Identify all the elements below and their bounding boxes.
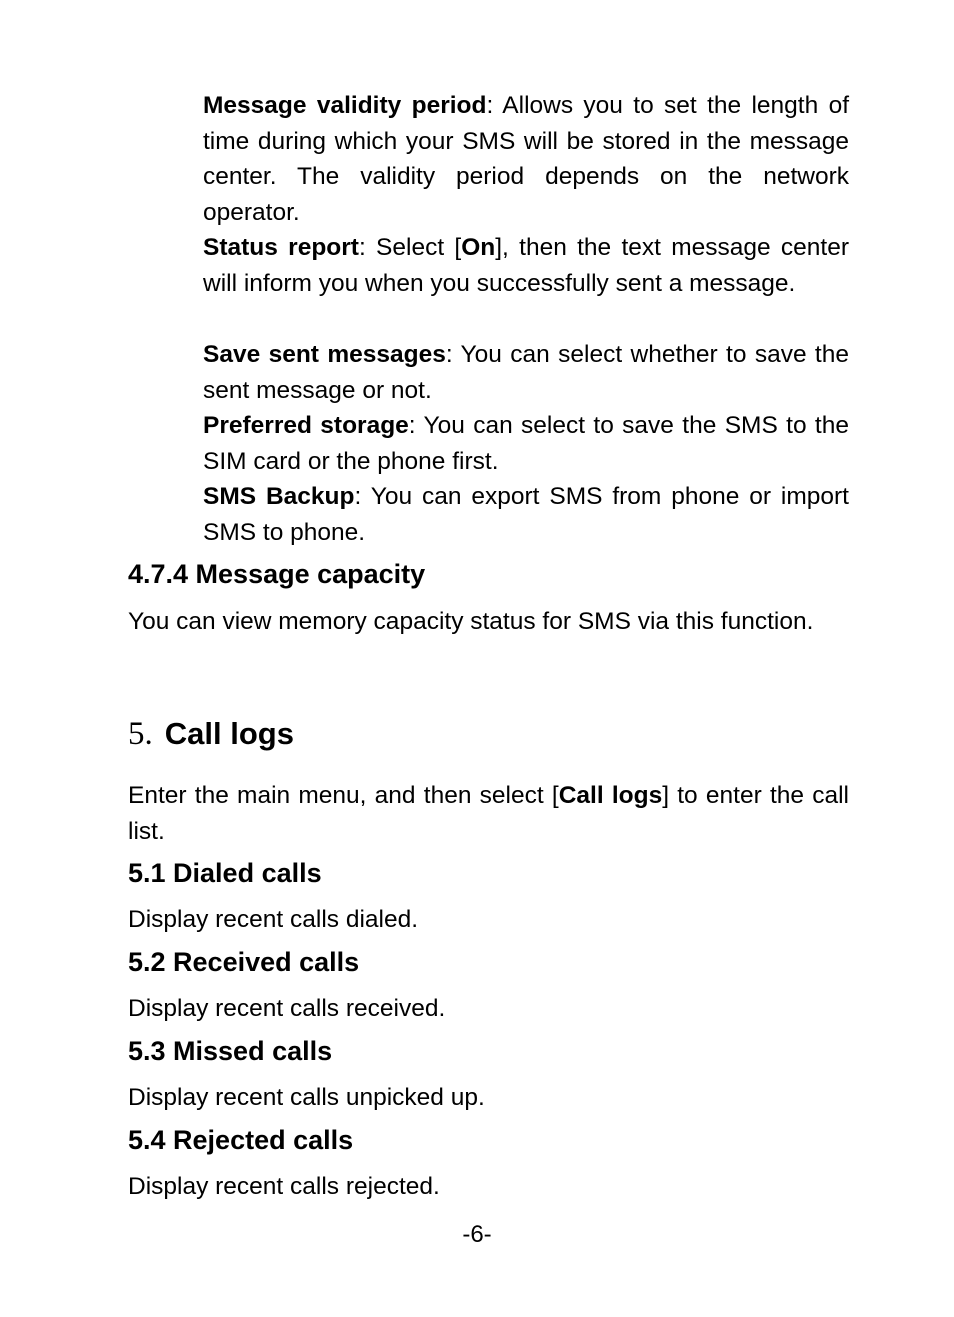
section-heading-missed-calls: 5.3 Missed calls: [128, 1036, 333, 1066]
chapter-title: Call logs: [164, 716, 294, 751]
page-number: -6-: [462, 1221, 492, 1248]
call-logs-intro-text: ] to enter the call list.: [128, 782, 849, 845]
chapter-number: 5.: [128, 716, 153, 752]
call-logs-intro-text: Enter the main menu, and then select [: [128, 782, 559, 809]
setting-term: Status report: [203, 234, 359, 261]
setting-save-sent-messages: [203, 337, 849, 408]
dialed-calls-body: Display recent calls dialed.: [128, 906, 419, 933]
setting-status-report: [203, 230, 849, 301]
call-logs-intro: [128, 778, 849, 849]
section-heading-dialed-calls: 5.1 Dialed calls: [128, 858, 322, 888]
chapter-heading-call-logs: [128, 715, 294, 753]
setting-description: : You can select to save the SMS to the SIM card or the phone first.: [203, 412, 849, 475]
call-logs-menu-name: Call logs: [558, 782, 663, 809]
setting-description: : You can export SMS from phone or import SMS to phone.: [203, 483, 849, 546]
section-heading-received-calls: 5.2 Received calls: [128, 947, 360, 977]
setting-description: : You can select whether to save the sent message or not.: [203, 341, 849, 404]
received-calls-body: Display recent calls received.: [128, 995, 446, 1022]
setting-preferred-storage: [203, 408, 849, 479]
section-heading-rejected-calls: 5.4 Rejected calls: [128, 1125, 354, 1155]
message-capacity-body: You can view memory capacity status for SMS via this function.: [128, 608, 814, 635]
section-heading-message-capacity: 4.7.4 Message capacity: [128, 559, 426, 589]
setting-description: ], then the text message center will inform you when you successfully sent a message.: [203, 234, 849, 297]
setting-term: Preferred storage: [203, 412, 409, 439]
setting-message-validity-period: [203, 88, 849, 230]
setting-term: SMS Backup: [203, 483, 355, 510]
missed-calls-body: Display recent calls unpicked up.: [128, 1084, 485, 1111]
setting-term: Save sent messages: [203, 341, 446, 368]
setting-sms-backup: [203, 479, 849, 550]
setting-description: : Select [: [358, 234, 462, 261]
setting-term: Message validity period: [203, 92, 487, 119]
setting-option: On: [461, 234, 496, 261]
setting-description: : Allows you to set the length of time during which your SMS will be stored in the message center. The validity period depends on the network operator.: [203, 92, 849, 226]
rejected-calls-body: Display recent calls rejected.: [128, 1173, 440, 1200]
